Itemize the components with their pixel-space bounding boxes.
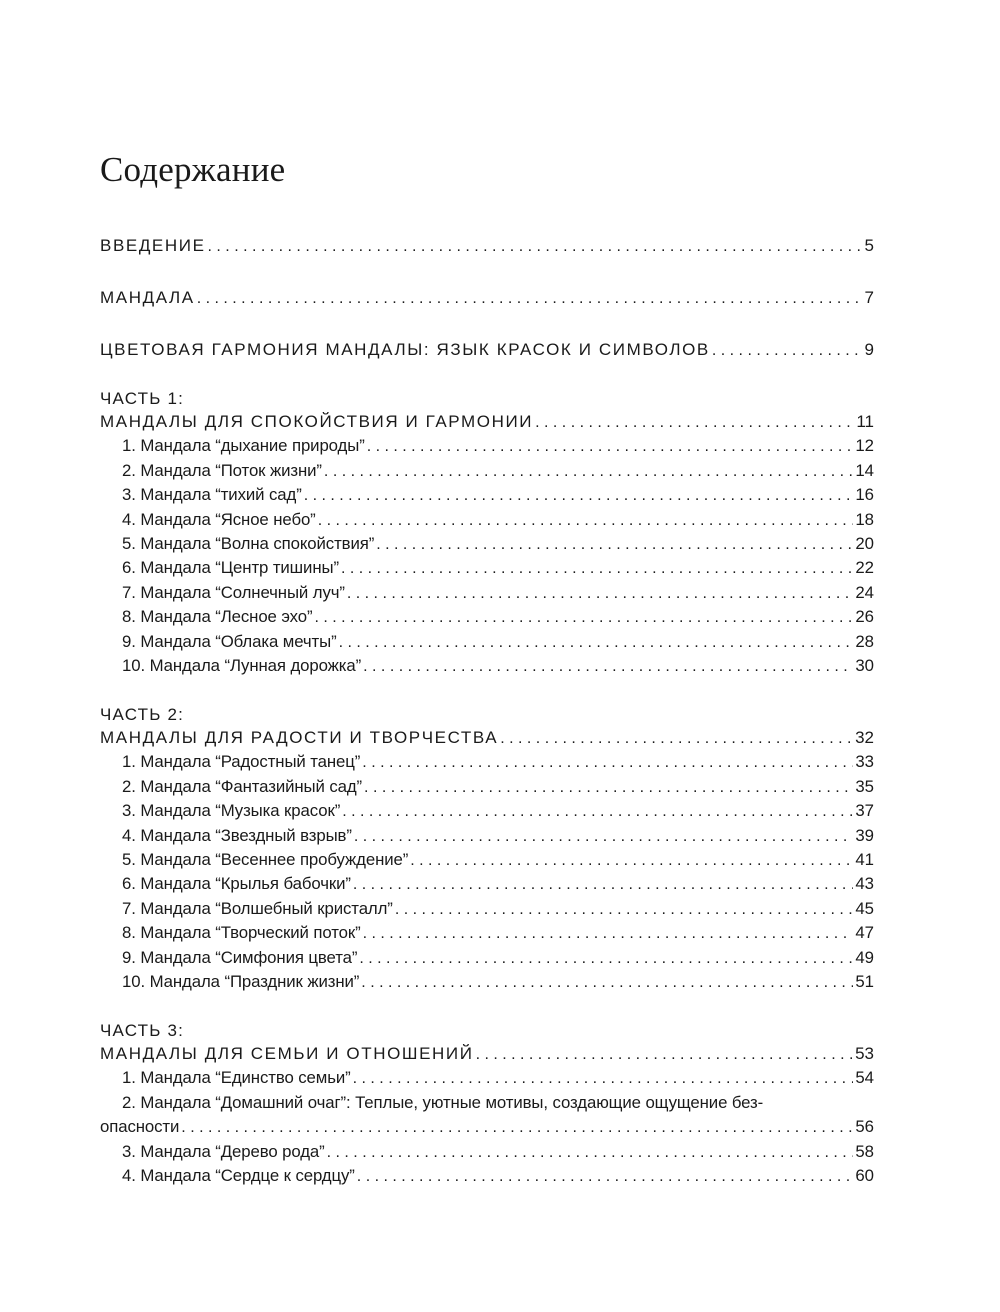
item-page: 18 — [855, 509, 874, 529]
item-label: 9. Мандала “Симфония цвета” — [122, 947, 358, 967]
item-label: 3. Мандала “тихий сад” — [122, 485, 302, 505]
toc-item-wrapped[interactable] — [100, 1091, 874, 1140]
item-label: 1. Мандала “дыхание природы” — [122, 436, 365, 456]
toc-item[interactable] — [100, 750, 874, 774]
item-page: 16 — [855, 485, 874, 505]
entry-page: 7 — [864, 288, 874, 307]
toc-item[interactable] — [100, 556, 874, 580]
dot-leader — [359, 947, 853, 971]
item-page: 41 — [855, 849, 874, 869]
item-page: 49 — [855, 947, 874, 967]
item-label: 3. Мандала “Музыка красок” — [122, 801, 341, 821]
item-page: 24 — [855, 582, 874, 602]
item-page: 43 — [855, 874, 874, 894]
dot-leader — [376, 533, 853, 557]
toc-item[interactable] — [100, 872, 874, 896]
item-label: 6. Мандала “Центр тишины” — [122, 558, 339, 578]
item-label: 2. Мандала “Поток жизни” — [122, 460, 322, 480]
item-label: 8. Мандала “Творческий поток” — [122, 923, 361, 943]
item-page: 56 — [855, 1117, 874, 1137]
dot-leader — [712, 339, 863, 363]
item-page: 28 — [855, 631, 874, 651]
dot-leader — [342, 800, 853, 824]
toc-entry-color-harmony[interactable] — [100, 338, 874, 362]
item-label: 1. Мандала “Радостный танец” — [122, 752, 361, 772]
entry-label: МАНДАЛА — [100, 288, 195, 307]
toc-item[interactable] — [100, 1164, 874, 1188]
dot-leader — [364, 776, 853, 800]
item-label: 7. Мандала “Солнечный луч” — [122, 582, 345, 602]
item-label: 10. Мандала “Праздник жизни” — [122, 971, 360, 991]
dot-leader — [314, 606, 853, 630]
part-title: МАНДАЛЫ ДЛЯ РАДОСТИ И ТВОРЧЕСТВА — [100, 728, 499, 747]
toc-item[interactable] — [100, 434, 874, 458]
item-page: 12 — [855, 436, 874, 456]
part-label: ЧАСТЬ 1: — [100, 389, 185, 408]
part-page: 32 — [855, 728, 874, 747]
item-page: 47 — [855, 923, 874, 943]
toc-item[interactable] — [100, 508, 874, 532]
toc-item[interactable] — [100, 581, 874, 605]
dot-leader — [500, 727, 853, 751]
dot-leader — [347, 582, 853, 606]
item-label-continued: опасности — [100, 1117, 180, 1137]
item-label: 5. Мандала “Весеннее пробуждение” — [122, 849, 409, 869]
toc-item[interactable] — [100, 630, 874, 654]
dot-leader — [535, 411, 854, 435]
dot-leader — [208, 235, 863, 259]
toc-item[interactable] — [100, 654, 874, 678]
part-label: ЧАСТЬ 2: — [100, 705, 185, 724]
item-page: 22 — [855, 558, 874, 578]
dot-leader — [357, 1165, 854, 1189]
item-page: 60 — [855, 1165, 874, 1185]
item-page: 51 — [855, 971, 874, 991]
item-label: 4. Мандала “Сердце к сердцу” — [122, 1165, 355, 1185]
item-page: 33 — [855, 752, 874, 772]
part-label: ЧАСТЬ 3: — [100, 1021, 185, 1040]
item-label: 8. Мандала “Лесное эхо” — [122, 607, 313, 627]
dot-leader — [362, 751, 853, 775]
dot-leader — [181, 1116, 853, 1140]
item-label: 2. Мандала “Домашний очаг”: Теплые, уютные мотивы, создающие ощущение без- — [122, 1092, 764, 1112]
toc-item[interactable] — [100, 605, 874, 629]
part-page: 53 — [855, 1044, 874, 1063]
toc-item[interactable] — [100, 799, 874, 823]
item-page: 26 — [855, 607, 874, 627]
item-page: 58 — [855, 1141, 874, 1161]
entry-label: ЦВЕТОВАЯ ГАРМОНИЯ МАНДАЛЫ: ЯЗЫК КРАСОК И СИМВОЛОВ — [100, 340, 710, 359]
toc-item[interactable] — [100, 775, 874, 799]
dot-leader — [318, 509, 854, 533]
item-label: 3. Мандала “Дерево рода” — [122, 1141, 325, 1161]
toc-item[interactable] — [100, 532, 874, 556]
toc-entry-mandala[interactable] — [100, 286, 874, 310]
toc-item[interactable] — [100, 1066, 874, 1090]
dot-leader — [395, 898, 854, 922]
toc-item[interactable] — [100, 897, 874, 921]
item-label: 2. Мандала “Фантазийный сад” — [122, 776, 363, 796]
item-page: 35 — [855, 776, 874, 796]
item-label: 7. Мандала “Волшебный кристалл” — [122, 898, 393, 918]
item-label: 1. Мандала “Единство семьи” — [122, 1068, 351, 1088]
dot-leader — [410, 849, 853, 873]
item-page: 39 — [855, 825, 874, 845]
dot-leader — [354, 825, 853, 849]
dot-leader — [304, 484, 854, 508]
item-page: 14 — [855, 460, 874, 480]
entry-label: ВВЕДЕНИЕ — [100, 236, 206, 255]
toc-item[interactable] — [100, 946, 874, 970]
item-label: 10. Мандала “Лунная дорожка” — [122, 655, 362, 675]
item-label: 6. Мандала “Крылья бабочки” — [122, 874, 351, 894]
item-page: 54 — [855, 1068, 874, 1088]
dot-leader — [341, 557, 853, 581]
entry-page: 9 — [864, 340, 874, 359]
dot-leader — [363, 655, 853, 679]
dot-leader — [353, 1067, 854, 1091]
dot-leader — [367, 435, 854, 459]
toc-part-3 — [100, 1020, 874, 1188]
item-label: 5. Мандала “Волна спокойствия” — [122, 533, 375, 553]
toc-item[interactable] — [100, 970, 874, 994]
toc-item[interactable] — [100, 848, 874, 872]
part-title: МАНДАЛЫ ДЛЯ СЕМЬИ И ОТНОШЕНИЙ — [100, 1044, 474, 1063]
item-label: 9. Мандала “Облака мечты” — [122, 631, 337, 651]
toc-item[interactable] — [100, 459, 874, 483]
item-page: 30 — [855, 655, 874, 675]
dot-leader — [353, 873, 853, 897]
dot-leader — [476, 1043, 854, 1067]
part-title: МАНДАЛЫ ДЛЯ СПОКОЙСТВИЯ И ГАРМОНИИ — [100, 412, 534, 431]
item-page: 45 — [855, 898, 874, 918]
dot-leader — [197, 287, 863, 311]
dot-leader — [363, 922, 854, 946]
toc-item[interactable] — [100, 824, 874, 848]
dot-leader — [324, 460, 853, 484]
part-title-row[interactable] — [100, 726, 874, 750]
part-page: 11 — [856, 412, 874, 431]
toc-part-1 — [100, 388, 874, 678]
dot-leader — [339, 631, 854, 655]
toc-part-2 — [100, 704, 874, 994]
item-page: 37 — [855, 801, 874, 821]
item-page: 20 — [855, 533, 874, 553]
dot-leader — [327, 1141, 854, 1165]
page-title: Содержание — [100, 150, 286, 189]
part-title-row[interactable] — [100, 1042, 874, 1066]
toc-entry-introduction[interactable] — [100, 234, 874, 258]
dot-leader — [361, 971, 853, 995]
item-label: 4. Мандала “Звездный взрыв” — [122, 825, 352, 845]
toc-item[interactable] — [100, 483, 874, 507]
part-title-row[interactable] — [100, 410, 874, 434]
entry-page: 5 — [864, 236, 874, 255]
item-label: 4. Мандала “Ясное небо” — [122, 509, 316, 529]
toc-item[interactable] — [100, 921, 874, 945]
toc-item[interactable] — [100, 1140, 874, 1164]
